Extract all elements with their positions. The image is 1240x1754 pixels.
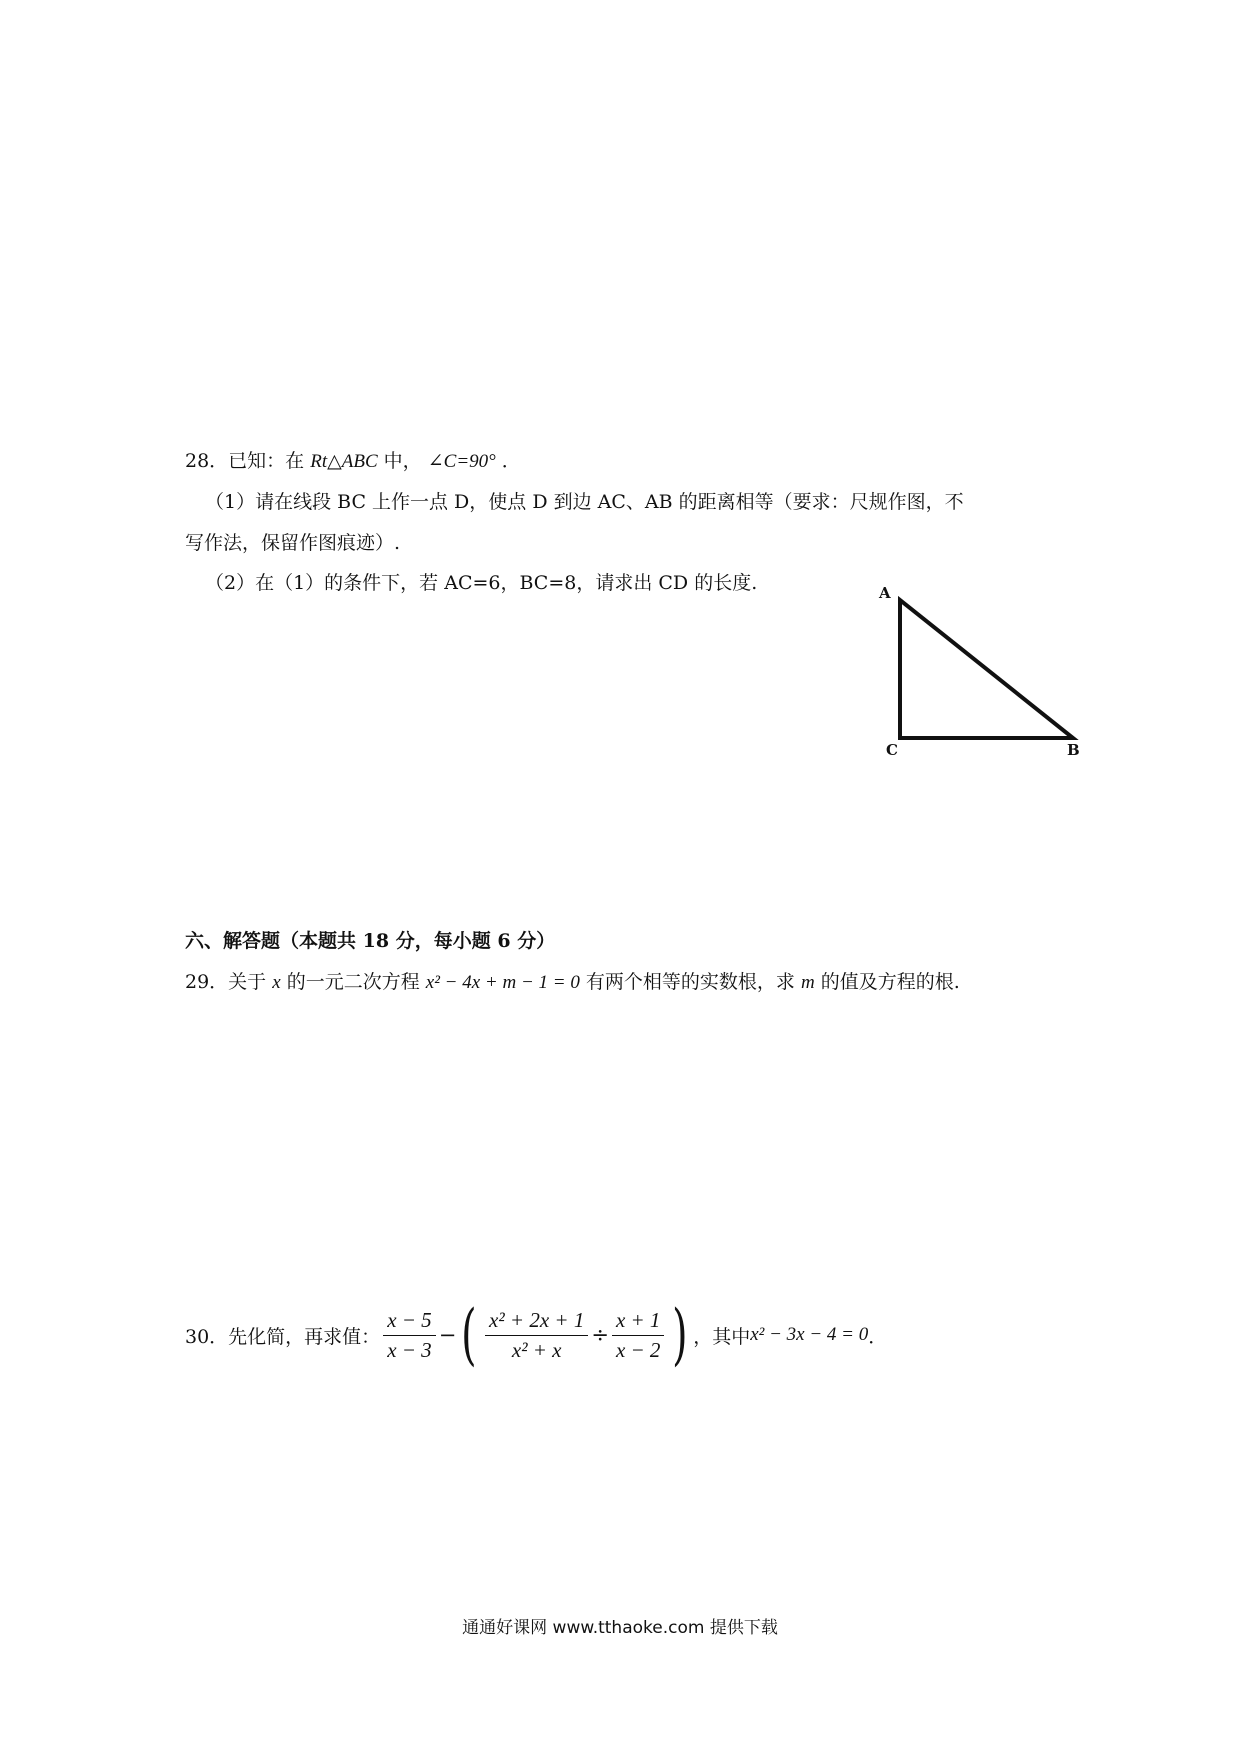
quadratic-equation: x² − 4x + m − 1 = 0 [425,972,580,993]
vertex-c-label: C [886,741,898,759]
angle-condition: ∠C=90° [427,451,496,472]
vertex-b-label: B [1067,741,1080,759]
question-28-part1-line1: （1）请在线段 BC 上作一点 D，使点 D 到边 AC、AB 的距离相等（要求：尺规作图，不 [205,491,964,513]
left-paren: ( [461,1296,477,1373]
footer-text: 通通好课网 www.tthaoke.com 提供下载 [462,1618,778,1638]
divide-sign: ÷ [591,1323,609,1347]
question-30: 30．先化简，再求值： $\frac{x - 5}{x - 3}$ − ( $\frac{\text{x² + 2x + 1}}{\text{x² + x}}$ ÷ $\frac{x + 1}{x - 2}$ ) ，其中 x² − 3x − 4 = 0 ． [185,1296,888,1373]
variable-x: x [272,972,281,993]
triangle-outline [900,600,1073,738]
section-6-heading: 六、解答题（本题共 18 分，每小题 6 分） [185,930,556,952]
question-28-part2: （2）在（1）的条件下，若 AC=6，BC=8，请求出 CD 的长度. [205,572,758,594]
minus-sign: − [438,1323,457,1347]
variable-m: m [800,972,815,993]
vertex-a-label: A [879,584,891,602]
question-28-title: 28．已知：在 Rt△ABC 中， ∠C=90° ． [185,450,521,472]
fraction-1: $\frac{x - 5}{x - 3}$ [383,1308,436,1363]
triangle-name: Rt△ABC [310,451,378,472]
right-triangle-figure [870,580,1100,770]
fraction-2: $\frac{\text{x² + 2x + 1}}{\text{x² + x}}$ [485,1308,588,1363]
question-28-part1-line2: 写作法，保留作图痕迹）. [185,532,401,554]
question-29: 29．关于 x 的一元二次方程 x² − 4x + m − 1 = 0 有两个相等的实数根，求 m 的值及方程的根. [185,971,960,993]
condition-equation: x² − 3x − 4 = 0 [750,1324,869,1345]
fraction-3: $\frac{x + 1}{x - 2}$ [612,1308,665,1363]
right-paren: ) [672,1296,689,1373]
